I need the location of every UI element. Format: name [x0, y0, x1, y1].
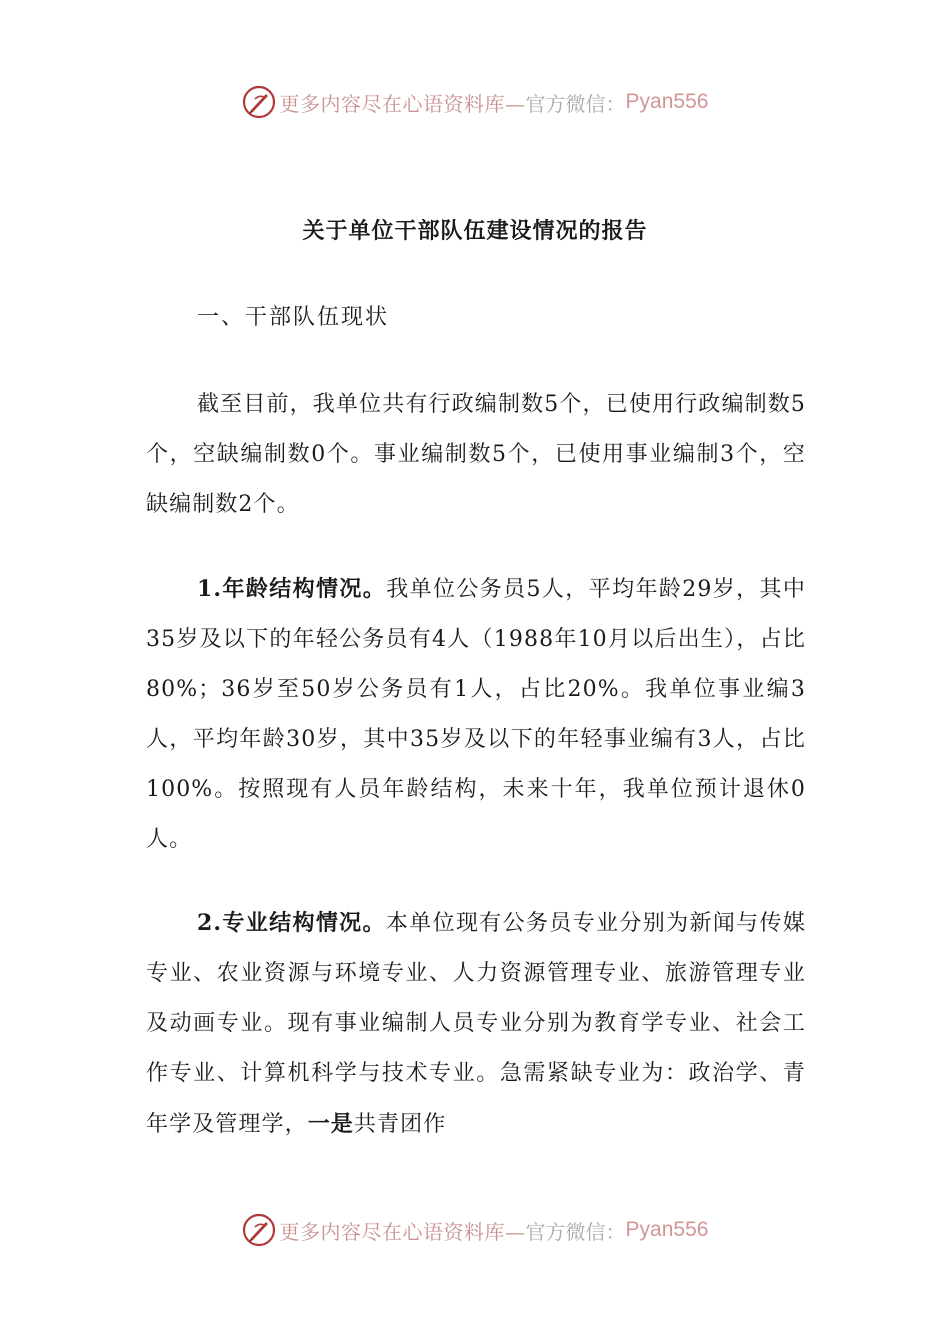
wechat-label: 官方微信： — [525, 91, 626, 116]
major-tail-text: 共青团作 — [353, 1112, 447, 1137]
section-heading: 一、干部队伍现状 — [197, 305, 390, 330]
document-title: 关于单位干部队伍建设情况的报告 — [302, 218, 648, 244]
major-structure-heading: 2.专业结构情况。 — [197, 910, 386, 936]
age-structure-text: 我单位公务员5人，平均年龄29岁，其中35岁及以下的年轻公务员有4人（1988年10月以后出生），占比80%；36岁至50岁公务员有1人，占比20%。我单位事业编3人，平均年龄30岁，其中35岁及以下的年轻事业编有3人，占比100%。按照现有人员年龄结构，未来十年，我单位预计退休0人。 — [146, 577, 806, 852]
age-structure-heading: 1.年龄结构情况。 — [197, 576, 387, 602]
paragraph-major-structure — [146, 898, 806, 1150]
quill-pen-logo-icon — [242, 85, 276, 119]
wechat-label: 官方微信： — [525, 1219, 626, 1244]
major-structure-text: 本单位现有公务员专业分别为新闻与传媒专业、农业资源与环境专业、人力资源管理专业、旅游管理专业及动画专业。现有事业编制人员专业分别为教育学专业、社会工作专业、计算机科学与技术专业。急需紧缺专业为：政治学、青年学及管理学， — [146, 911, 806, 1137]
promo-text: 更多内容尽在心语资料库— — [279, 1219, 526, 1244]
quill-pen-logo-icon — [242, 1213, 276, 1247]
paragraph-staffing: 截至目前，我单位共有行政编制数5个，已使用行政编制数5个，空缺编制数0个。事业编制数5个，已使用事业编制3个，空缺编制数2个。 — [146, 392, 806, 517]
wechat-id: Pyan556 — [625, 1218, 709, 1241]
paragraph-age-structure — [146, 564, 806, 865]
header-watermark-banner — [0, 82, 950, 122]
major-bold-tail: 一是 — [307, 1111, 354, 1137]
promo-text: 更多内容尽在心语资料库— — [279, 91, 526, 116]
wechat-id: Pyan556 — [625, 90, 709, 113]
footer-watermark-banner — [0, 1210, 950, 1250]
